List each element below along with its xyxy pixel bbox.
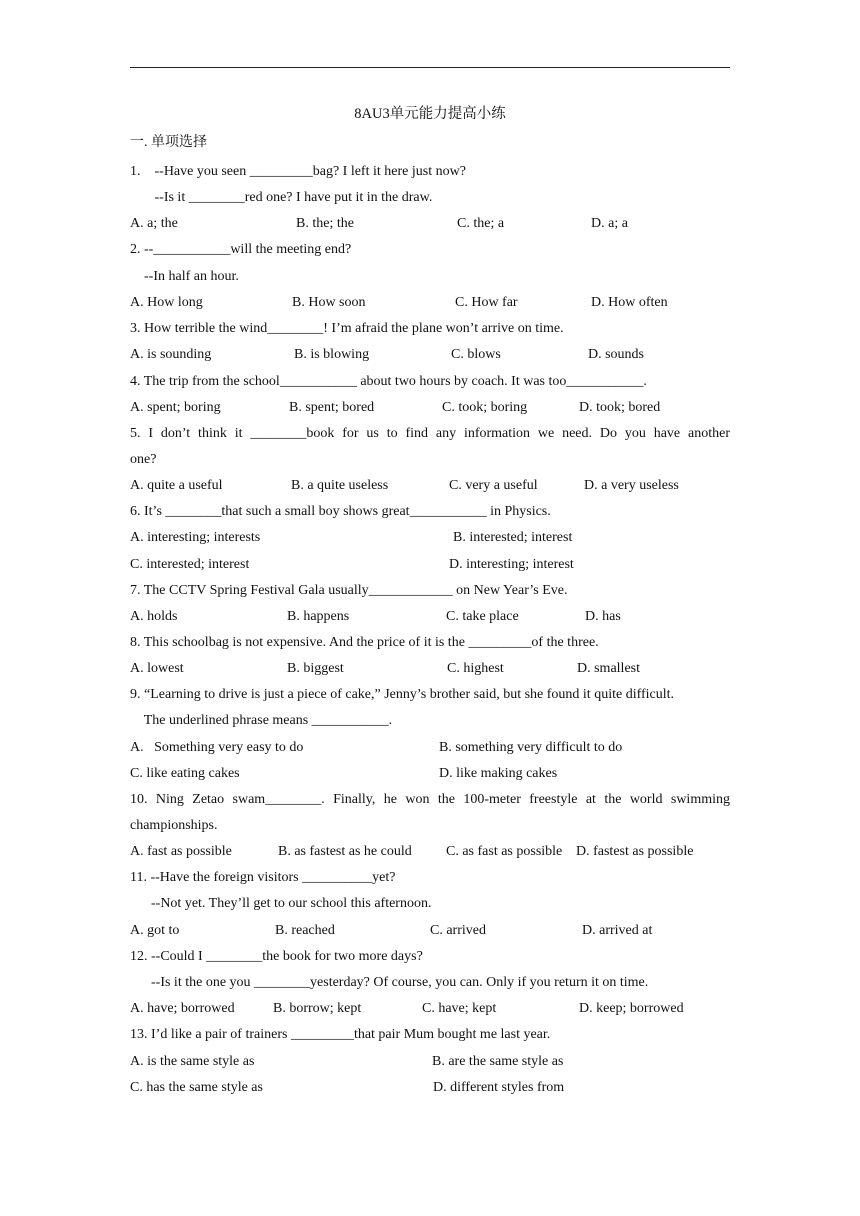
- question-12-line-2: --Is it the one you ________yesterday? Of course, you can. Only if you return it on time.: [130, 975, 649, 990]
- option-a[interactable]: A. is the same style as: [130, 1054, 255, 1069]
- option-c[interactable]: C. very a useful: [449, 478, 538, 493]
- option-a[interactable]: A. holds: [130, 609, 178, 624]
- option-a[interactable]: A. quite a useful: [130, 478, 223, 493]
- option-a[interactable]: A. interesting; interests: [130, 530, 261, 545]
- option-d[interactable]: D. a; a: [591, 216, 628, 231]
- option-a[interactable]: A. fast as possible: [130, 844, 232, 859]
- option-d[interactable]: D. took; bored: [579, 400, 661, 415]
- question-11-line-1: 11. --Have the foreign visitors __________yet?: [130, 870, 396, 885]
- option-d[interactable]: D. different styles from: [433, 1080, 565, 1095]
- question-2-line-1: 2. --___________will the meeting end?: [130, 242, 352, 257]
- question-6-line-1: 6. It’s ________that such a small boy shows great___________ in Physics.: [130, 504, 551, 519]
- question-10-line-2: championships.: [130, 818, 218, 833]
- option-a[interactable]: A. lowest: [130, 661, 184, 676]
- option-b[interactable]: B. is blowing: [294, 347, 370, 362]
- option-b[interactable]: B. interested; interest: [453, 530, 573, 545]
- question-12-line-1: 12. --Could I ________the book for two more days?: [130, 949, 423, 964]
- question-4-line-1: 4. The trip from the school___________ about two hours by coach. It was too___________.: [130, 374, 647, 389]
- option-d[interactable]: D. arrived at: [582, 923, 653, 938]
- option-b[interactable]: B. borrow; kept: [273, 1001, 362, 1016]
- question-2-line-2: --In half an hour.: [130, 269, 239, 284]
- option-d[interactable]: D. a very useless: [584, 478, 679, 493]
- option-c[interactable]: C. the; a: [457, 216, 505, 231]
- question-5-line-1: 5. I don’t think it ________book for us to find any information we need. Do you have another: [130, 426, 730, 441]
- option-c[interactable]: C. interested; interest: [130, 557, 250, 572]
- question-9-line-2: The underlined phrase means ___________.: [130, 713, 393, 728]
- option-d[interactable]: D. smallest: [577, 661, 640, 676]
- question-11-line-2: --Not yet. They’ll get to our school this afternoon.: [130, 896, 432, 911]
- option-a[interactable]: A. got to: [130, 923, 180, 938]
- option-b[interactable]: B. reached: [275, 923, 335, 938]
- option-b[interactable]: B. happens: [287, 609, 350, 624]
- option-b[interactable]: B. something very difficult to do: [439, 740, 623, 755]
- option-a[interactable]: A. a; the: [130, 216, 178, 231]
- question-13-options-row-2: [130, 1078, 730, 1138]
- option-d[interactable]: D. sounds: [588, 347, 645, 362]
- question-1-line-1: 1. --Have you seen _________bag? I left it here just now?: [130, 164, 466, 179]
- option-c[interactable]: C. blows: [451, 347, 501, 362]
- option-b[interactable]: B. spent; bored: [289, 400, 375, 415]
- option-c[interactable]: C. took; boring: [442, 400, 528, 415]
- option-b[interactable]: B. are the same style as: [432, 1054, 564, 1069]
- option-c[interactable]: C. as fast as possible: [446, 844, 563, 859]
- option-d[interactable]: D. fastest as possible: [576, 844, 694, 859]
- question-8-line-1: 8. This schoolbag is not expensive. And the price of it is the _________of the three.: [130, 635, 599, 650]
- option-b[interactable]: B. biggest: [287, 661, 344, 676]
- option-d[interactable]: D. keep; borrowed: [579, 1001, 684, 1016]
- option-b[interactable]: B. the; the: [296, 216, 354, 231]
- option-c[interactable]: C. arrived: [430, 923, 486, 938]
- option-c[interactable]: C. like eating cakes: [130, 766, 240, 781]
- option-b[interactable]: B. as fastest as he could: [278, 844, 412, 859]
- question-9-line-1: 9. “Learning to drive is just a piece of cake,” Jenny’s brother said, but she found it quite difficult.: [130, 687, 675, 702]
- option-c[interactable]: C. has the same style as: [130, 1080, 263, 1095]
- question-3-line-1: 3. How terrible the wind________! I’m afraid the plane won’t arrive on time.: [130, 321, 564, 336]
- option-a[interactable]: A. How long: [130, 295, 203, 310]
- question-7-line-1: 7. The CCTV Spring Festival Gala usually____________ on New Year’s Eve.: [130, 583, 568, 598]
- header-rule: [130, 67, 730, 68]
- option-d[interactable]: D. has: [585, 609, 621, 624]
- option-a[interactable]: A. is sounding: [130, 347, 212, 362]
- section-heading: 一. 单项选择: [130, 135, 207, 150]
- page-title: 8AU3单元能力提高小练: [354, 106, 506, 122]
- option-b[interactable]: B. How soon: [292, 295, 366, 310]
- option-b[interactable]: B. a quite useless: [291, 478, 389, 493]
- question-13-line-1: 13. I’d like a pair of trainers _________that pair Mum bought me last year.: [130, 1027, 551, 1042]
- option-c[interactable]: C. How far: [455, 295, 518, 310]
- option-c[interactable]: C. take place: [446, 609, 519, 624]
- option-c[interactable]: C. have; kept: [422, 1001, 497, 1016]
- option-c[interactable]: C. highest: [447, 661, 504, 676]
- question-1-line-2: --Is it ________red one? I have put it in the draw.: [130, 190, 433, 205]
- option-d[interactable]: D. interesting; interest: [449, 557, 574, 572]
- question-10-line-1: 10. Ning Zetao swam________. Finally, he won the 100-meter freestyle at the world swimming: [130, 792, 730, 807]
- option-a[interactable]: A. have; borrowed: [130, 1001, 235, 1016]
- option-d[interactable]: D. like making cakes: [439, 766, 558, 781]
- option-a[interactable]: A. spent; boring: [130, 400, 221, 415]
- option-a[interactable]: A. Something very easy to do: [130, 740, 304, 755]
- option-d[interactable]: D. How often: [591, 295, 668, 310]
- question-5-line-2: one?: [130, 452, 157, 467]
